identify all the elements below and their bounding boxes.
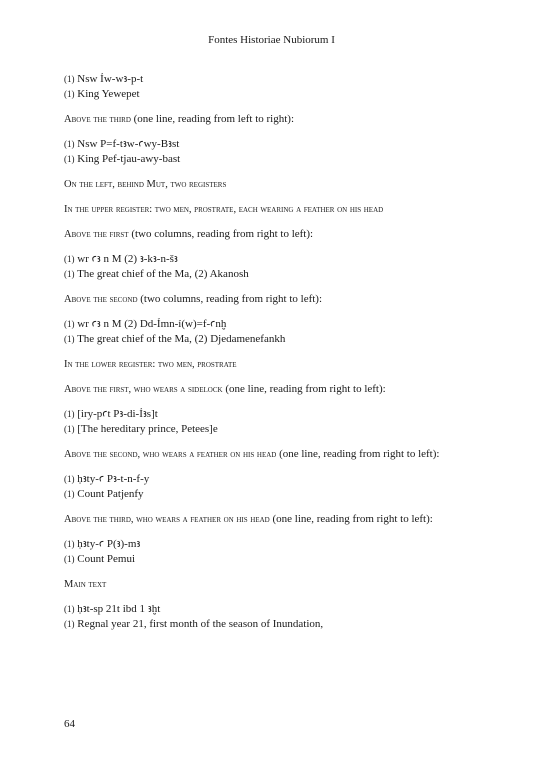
translation-line: [64, 617, 484, 632]
section-heading: [64, 112, 484, 127]
inscription-block: [64, 537, 484, 567]
line-number: (1): [64, 154, 75, 164]
section-heading: [64, 202, 484, 217]
transliteration-line: [64, 602, 484, 617]
line-text: ḥꜣty-ꜥ P(ꜣ)-mꜣ: [77, 538, 141, 550]
transliteration-line: [64, 137, 484, 152]
heading-description: (two columns, reading from right to left):: [137, 293, 323, 305]
line-number: (1): [64, 89, 75, 99]
line-number: (1): [64, 474, 75, 484]
line-number: (1): [64, 489, 75, 499]
translation-line: [64, 422, 484, 437]
heading-smallcaps: Above the first, who wears a sidelock: [64, 384, 223, 395]
line-text: Regnal year 21, first month of the season of Inundation,: [77, 618, 324, 630]
transliteration-line: [64, 537, 484, 552]
heading-smallcaps: Above the first: [64, 229, 129, 240]
inscription-block: [64, 137, 484, 167]
heading-description: (one line, reading from right to left):: [222, 383, 386, 395]
translation-line: [64, 487, 484, 502]
section-heading: [64, 382, 484, 397]
heading-smallcaps: On the left, behind Mut, two registers: [64, 179, 227, 190]
inscription-block: [64, 252, 484, 282]
heading-smallcaps: In the lower register: two men, prostrate: [64, 359, 237, 370]
page-body: [64, 72, 484, 642]
heading-smallcaps: Main text: [64, 579, 107, 590]
line-text: ḥꜣty-ꜥ Pꜣ-t-n-f-y: [77, 473, 150, 485]
heading-smallcaps: Above the second: [64, 294, 138, 305]
inscription-block: [64, 407, 484, 437]
heading-description: (one line, reading from left to right):: [130, 113, 295, 125]
transliteration-line: [64, 472, 484, 487]
section-heading: [64, 447, 484, 462]
line-number: (1): [64, 604, 75, 614]
line-number: (1): [64, 554, 75, 564]
section-heading: [64, 357, 484, 372]
line-text: King Pef-tjau-awy-bast: [77, 153, 181, 165]
transliteration-line: [64, 72, 484, 87]
line-number: (1): [64, 539, 75, 549]
heading-smallcaps: Above the third: [64, 114, 131, 125]
section-heading: [64, 512, 484, 527]
inscription-block: [64, 72, 484, 102]
line-text: Nsw Ỉw-wꜣ-p-t: [77, 73, 144, 85]
translation-line: [64, 152, 484, 167]
section-heading: [64, 227, 484, 242]
heading-smallcaps: Above the second, who wears a feather on his head: [64, 449, 277, 460]
translation-line: [64, 87, 484, 102]
line-text: ḥꜣt-sp 21t ibd 1 ꜣḫt: [77, 603, 161, 615]
line-text: wr ꜥꜣ n M (2) ꜣ-kꜣ-n-šꜣ: [77, 253, 178, 265]
line-number: (1): [64, 334, 75, 344]
heading-description: (one line, reading from right to left):: [269, 513, 433, 525]
line-number: (1): [64, 269, 75, 279]
section-heading: [64, 292, 484, 307]
inscription-block: [64, 602, 484, 632]
line-text: wr ꜥꜣ n M (2) Dd-Ỉmn-ỉ(w)=f-ꜥnḫ: [77, 318, 227, 330]
transliteration-line: [64, 252, 484, 267]
translation-line: [64, 552, 484, 567]
line-text: The great chief of the Ma, (2) Akanosh: [77, 268, 249, 280]
line-number: (1): [64, 319, 75, 329]
transliteration-line: [64, 317, 484, 332]
line-text: [iry-pꜥt Pꜣ-di-Ỉꜣs]t: [77, 408, 158, 420]
line-number: (1): [64, 74, 75, 84]
line-text: The great chief of the Ma, (2) Djedamenefankh: [77, 333, 286, 345]
line-text: Count Patjenfy: [77, 488, 144, 500]
line-number: (1): [64, 619, 75, 629]
line-number: (1): [64, 139, 75, 149]
transliteration-line: [64, 407, 484, 422]
section-heading: [64, 177, 484, 192]
heading-description: (one line, reading from right to left):: [276, 448, 440, 460]
inscription-block: [64, 472, 484, 502]
line-number: (1): [64, 409, 75, 419]
line-number: (1): [64, 424, 75, 434]
line-text: Count Pemui: [77, 553, 136, 565]
line-text: Nsw P=f-tꜣw-ꜥwy-Bꜣst: [77, 138, 180, 150]
heading-smallcaps: Above the third, who wears a feather on his head: [64, 514, 270, 525]
translation-line: [64, 267, 484, 282]
heading-smallcaps: In the upper register: two men, prostrate, each wearing a feather on his head: [64, 204, 384, 215]
heading-description: (two columns, reading from right to left):: [128, 228, 314, 240]
page-number: 64: [64, 718, 75, 730]
translation-line: [64, 332, 484, 347]
section-heading: [64, 577, 484, 592]
inscription-block: [64, 317, 484, 347]
line-number: (1): [64, 254, 75, 264]
running-header: Fontes Historiae Nubiorum I: [208, 34, 335, 46]
line-text: King Yewepet: [77, 88, 140, 100]
line-text: [The hereditary prince, Petees]e: [77, 423, 218, 435]
